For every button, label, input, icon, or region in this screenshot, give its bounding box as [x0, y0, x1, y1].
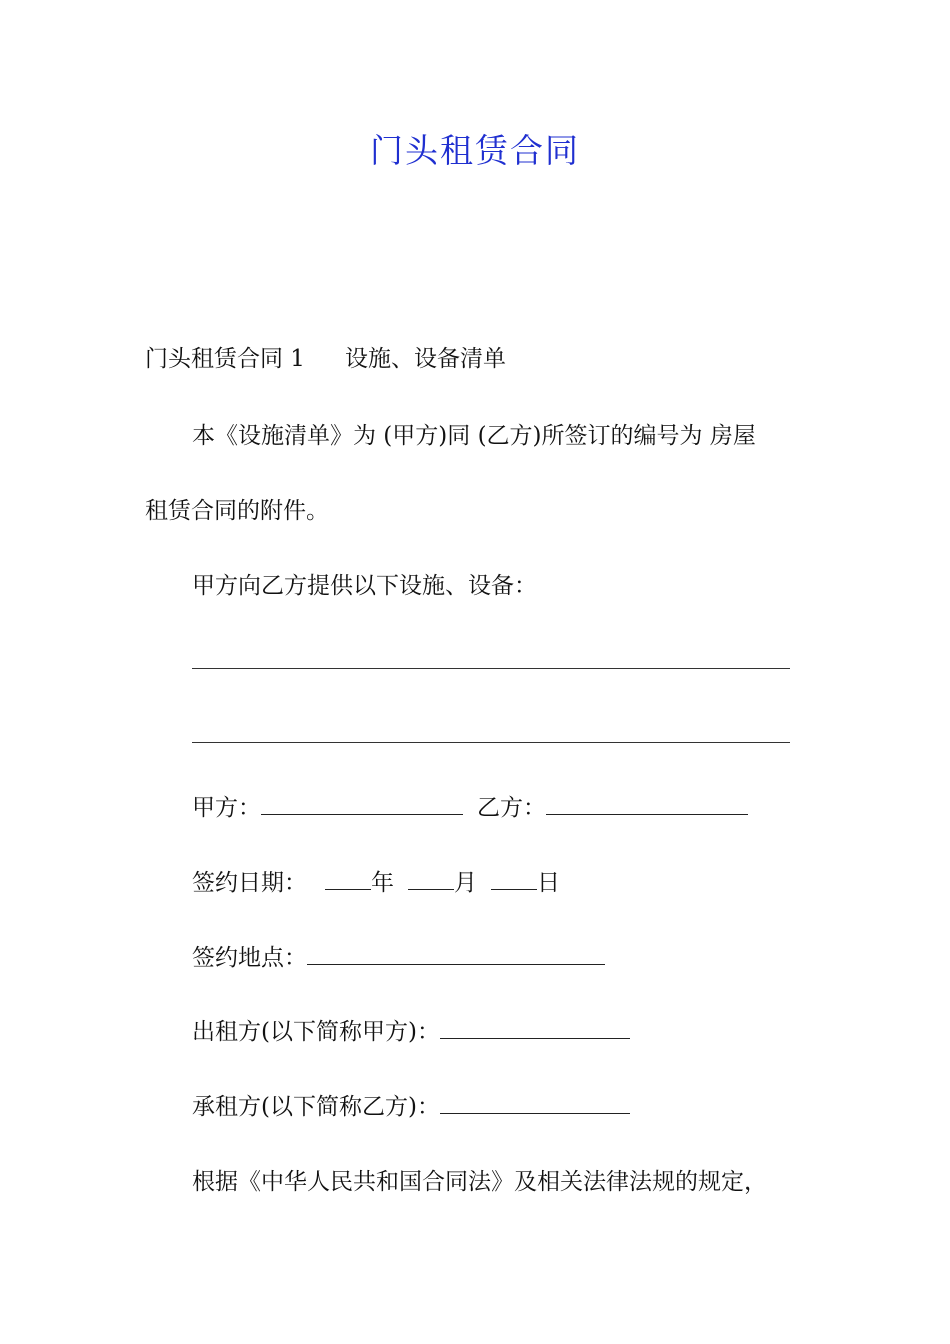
lessor-blank — [440, 1016, 630, 1039]
sign-place-label: 签约地点： — [192, 945, 307, 971]
sign-place-row — [192, 942, 605, 974]
heading-right: 设施、设备清单 — [344, 346, 506, 372]
year-blank — [325, 867, 371, 890]
sign-date-label: 签约日期： — [192, 870, 307, 896]
party-signature-row — [192, 792, 748, 824]
section-heading — [145, 343, 506, 375]
document-title: 门头租赁合同 — [370, 131, 580, 170]
lessee-row — [192, 1091, 630, 1123]
day-blank — [491, 867, 537, 890]
sign-place-blank — [307, 942, 605, 965]
month-blank — [408, 867, 454, 890]
paragraph-1-line-1: 本《设施清单》为 (甲方)同 (乙方)所签订的编号为 房屋 — [192, 423, 756, 449]
lessee-blank — [440, 1091, 630, 1114]
lessor-row — [192, 1016, 630, 1048]
paragraph-2: 甲方向乙方提供以下设施、设备： — [192, 573, 537, 599]
party-b-blank — [546, 792, 748, 815]
sign-date-row — [192, 867, 560, 899]
blank-rule-2 — [192, 742, 790, 743]
lessor-label: 出租方(以下简称甲方)： — [192, 1019, 440, 1045]
paragraph-1-line-2: 租赁合同的附件。 — [145, 498, 329, 524]
lessee-label: 承租方(以下简称乙方)： — [192, 1094, 440, 1120]
year-label: 年 — [371, 870, 394, 896]
party-a-blank — [261, 792, 463, 815]
party-b-label: 乙方： — [477, 795, 546, 821]
day-label: 日 — [537, 870, 560, 896]
party-a-label: 甲方： — [192, 795, 261, 821]
blank-rule-1 — [192, 668, 790, 669]
law-basis-line: 根据《中华人民共和国合同法》及相关法律法规的规定， — [192, 1169, 767, 1195]
month-label: 月 — [454, 870, 477, 896]
heading-left: 门头租赁合同 1 — [145, 346, 305, 372]
